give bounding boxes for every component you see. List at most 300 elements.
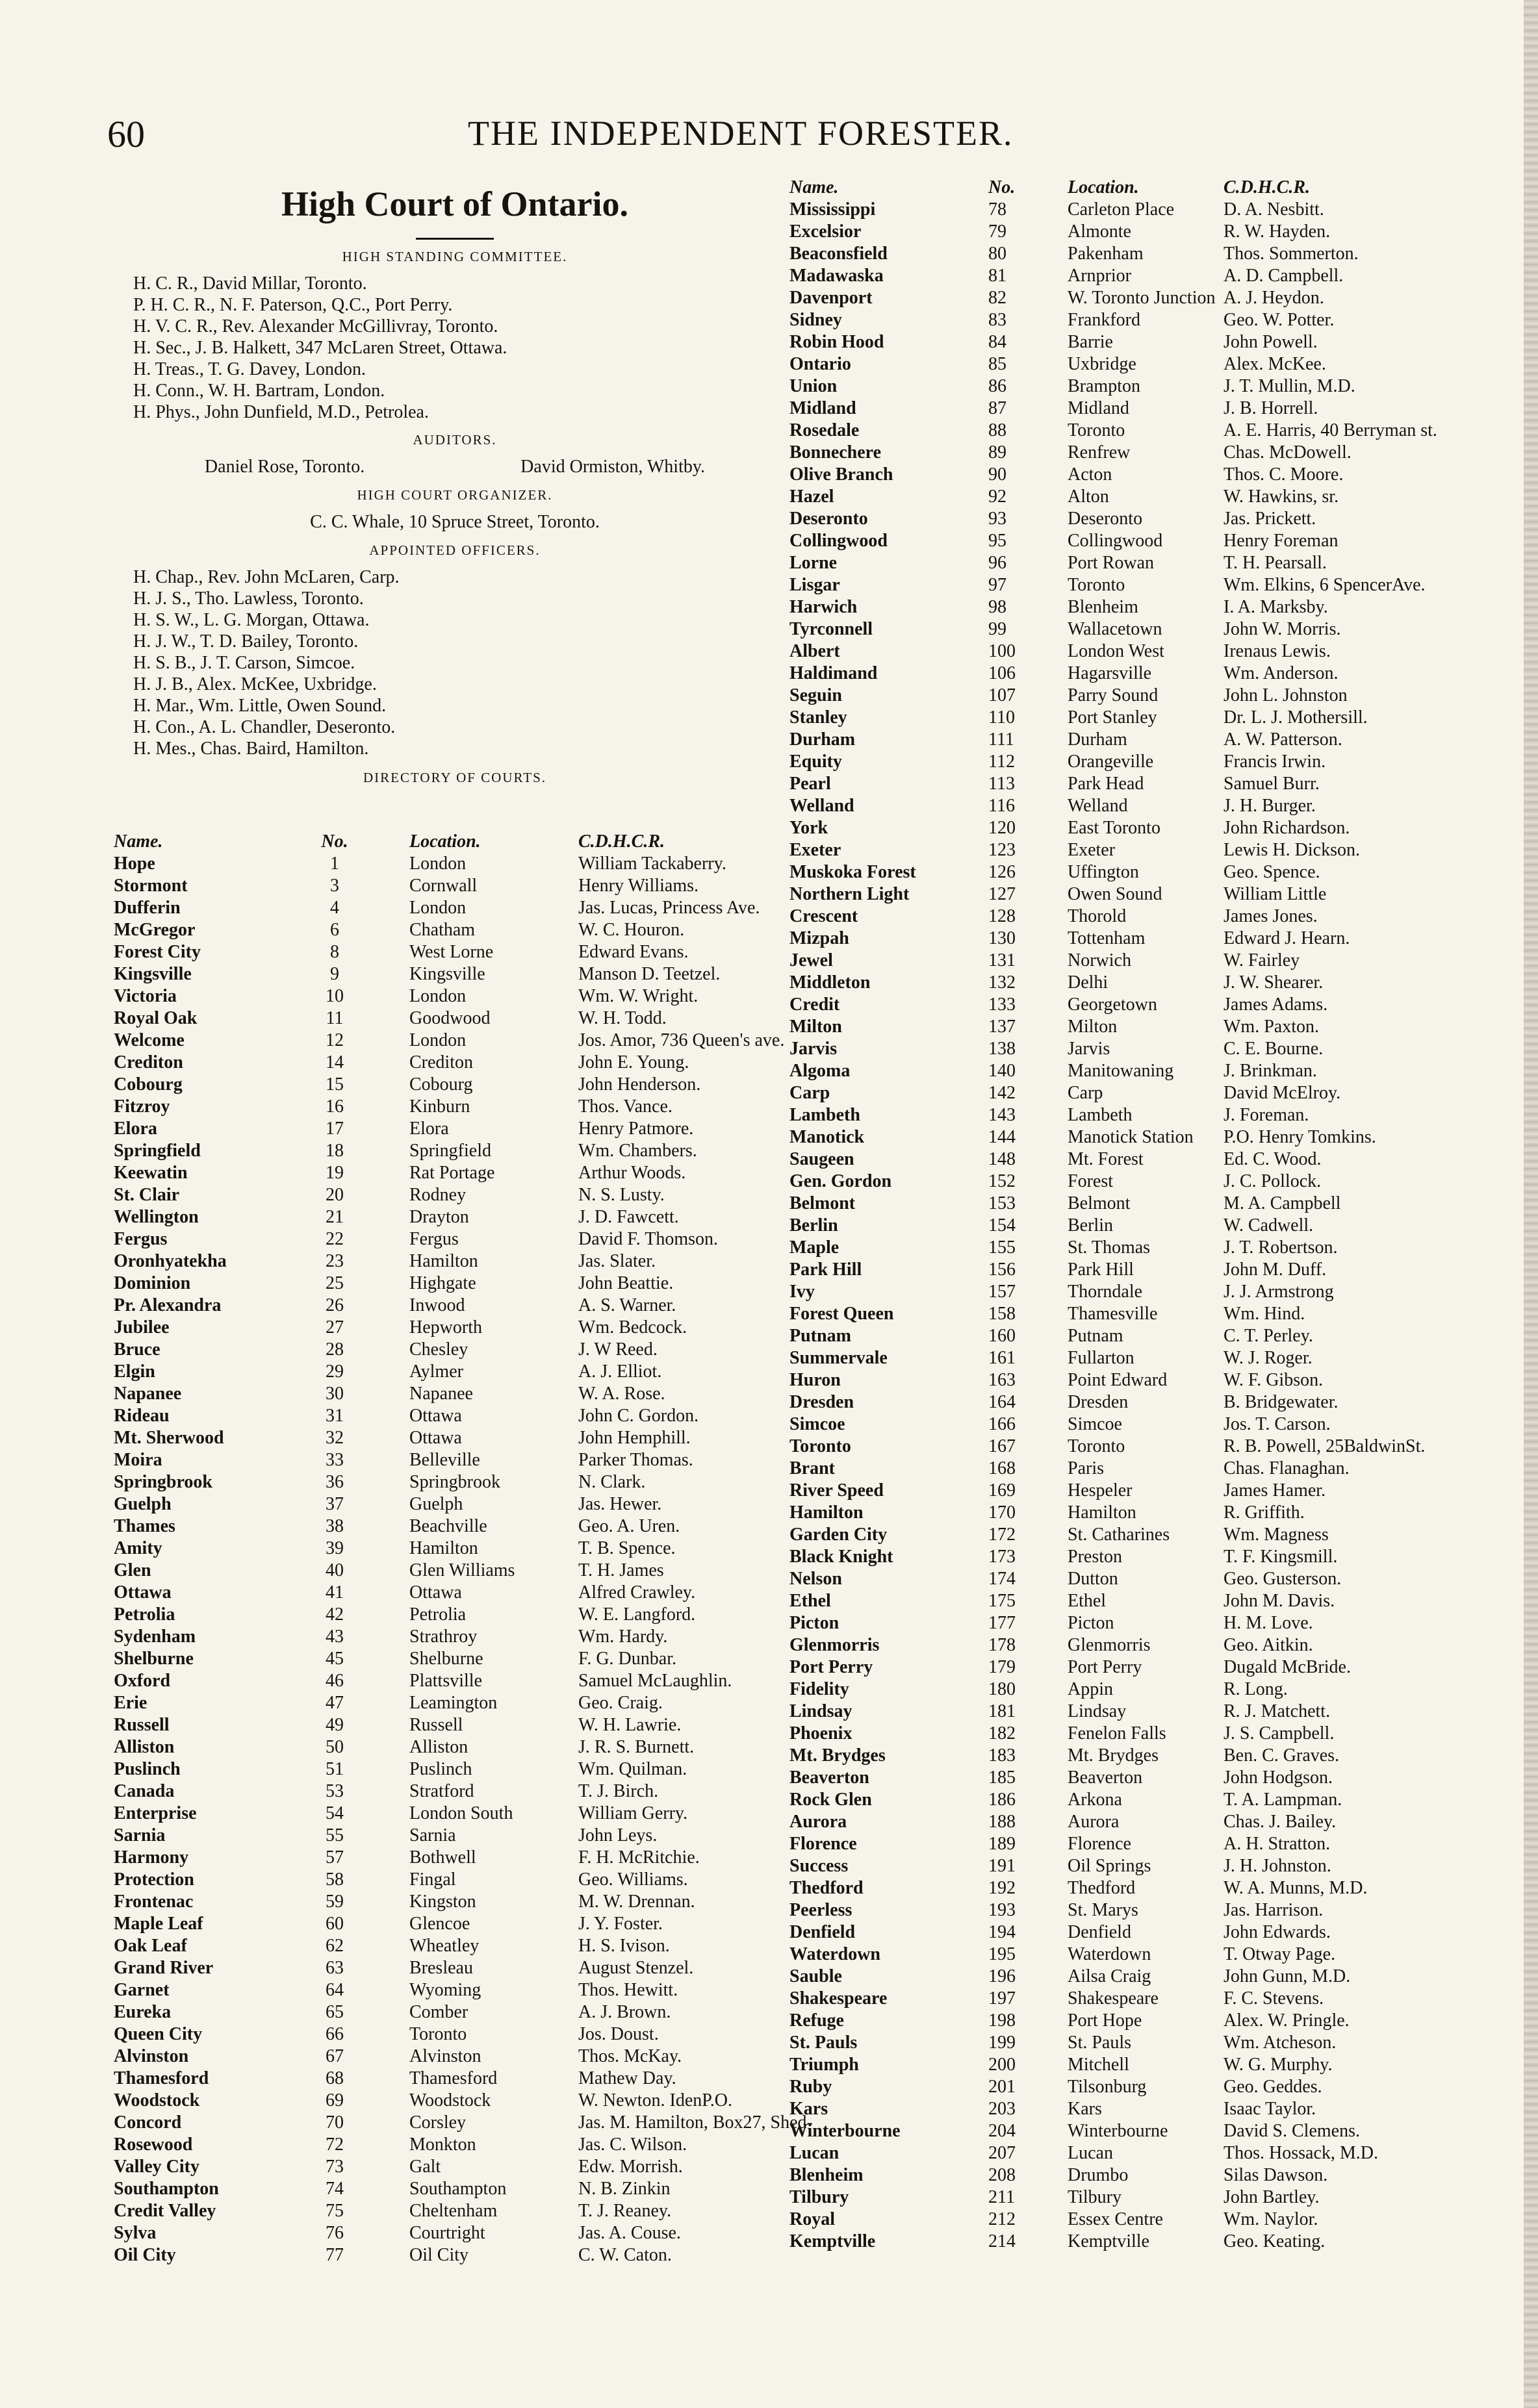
- court-chcr: Chas. J. Bailey.: [1224, 1812, 1337, 1832]
- court-chcr: Thos. Sommerton.: [1224, 244, 1359, 264]
- court-location: W. Toronto Junction: [1068, 288, 1216, 308]
- court-chcr: H. M. Love.: [1224, 1613, 1313, 1633]
- table-row: [114, 2134, 793, 2156]
- court-location: Wallacetown: [1068, 619, 1162, 639]
- court-chcr: J. B. Horrell.: [1224, 398, 1318, 418]
- court-name: Frontenac: [114, 1892, 194, 1912]
- court-location: Hepworth: [409, 1317, 482, 1337]
- table-row: [114, 2156, 793, 2178]
- court-chcr: W. E. Langford.: [578, 1604, 696, 1625]
- court-name: York: [789, 818, 828, 838]
- court-name: Forest Queen: [789, 1304, 894, 1324]
- court-number: 9: [330, 964, 339, 984]
- court-name: Mississippi: [789, 199, 876, 220]
- court-location: Courtright: [409, 2223, 485, 2243]
- court-chcr: James Jones.: [1224, 906, 1318, 926]
- court-chcr: T. Otway Page.: [1224, 1944, 1336, 1964]
- appointed-officer: H. J. B., Alex. McKee, Uxbridge.: [133, 674, 377, 695]
- court-number: 107: [988, 685, 1016, 705]
- court-chcr: Alex. W. Pringle.: [1224, 2010, 1350, 2031]
- court-number: 133: [988, 995, 1016, 1015]
- table-row: [789, 1899, 1451, 1921]
- court-location: Cobourg: [409, 1074, 473, 1095]
- court-location: Chesley: [409, 1339, 468, 1360]
- table-row: [789, 729, 1451, 751]
- court-name: River Speed: [789, 1480, 884, 1501]
- table-row: [789, 1082, 1451, 1104]
- court-location: Blenheim: [1068, 597, 1138, 617]
- court-number: 208: [988, 2165, 1016, 2185]
- table-row: [114, 1538, 793, 1560]
- court-chcr: Dr. L. J. Mothersill.: [1224, 707, 1368, 728]
- table-row: [789, 707, 1451, 729]
- court-number: 131: [988, 950, 1016, 970]
- court-name: Beaconsfield: [789, 244, 888, 264]
- court-chcr: T. J. Reaney.: [578, 2201, 672, 2221]
- court-location: Welland: [1068, 796, 1128, 816]
- table-row: [789, 1148, 1451, 1171]
- court-location: Bothwell: [409, 1847, 476, 1868]
- court-location: Port Rowan: [1068, 553, 1154, 573]
- court-chcr: M. A. Campbell: [1224, 1193, 1341, 1213]
- court-chcr: Wm. Elkins, 6 SpencerAve.: [1224, 575, 1426, 595]
- court-number: 138: [988, 1039, 1016, 1059]
- table-row: [789, 1193, 1451, 1215]
- court-number: 30: [326, 1384, 344, 1404]
- table-row: [789, 2032, 1451, 2054]
- court-number: 195: [988, 1944, 1016, 1964]
- court-location: Shelburne: [409, 1649, 483, 1669]
- organizer-line: C. C. Whale, 10 Spruce Street, Toronto.: [310, 512, 600, 533]
- table-row: [789, 1480, 1451, 1502]
- table-row: [114, 1074, 793, 1096]
- court-name: Hope: [114, 854, 155, 874]
- court-location: Wheatley: [409, 1936, 480, 1956]
- court-name: Oak Leaf: [114, 1936, 187, 1956]
- court-chcr: John W. Morris.: [1224, 619, 1341, 639]
- court-chcr: Samuel Burr.: [1224, 774, 1320, 794]
- table-row: [114, 1891, 793, 1913]
- court-number: 20: [326, 1185, 344, 1205]
- auditor-1: Daniel Rose, Toronto.: [204, 457, 365, 477]
- court-chcr: W. A. Rose.: [578, 1384, 665, 1404]
- court-location: Florence: [1068, 1834, 1131, 1854]
- court-chcr: J. W. Shearer.: [1224, 972, 1324, 993]
- court-location: London: [409, 854, 467, 874]
- table-row: [114, 1361, 793, 1383]
- court-location: Fergus: [409, 1229, 459, 1249]
- court-number: 3: [330, 876, 339, 896]
- court-chcr: Francis Irwin.: [1224, 752, 1326, 772]
- court-name: Gen. Gordon: [789, 1171, 892, 1191]
- court-chcr: Manson D. Teetzel.: [578, 964, 721, 984]
- court-name: Forest City: [114, 942, 201, 962]
- court-location: Picton: [1068, 1613, 1114, 1633]
- court-chcr: Dugald McBride.: [1224, 1657, 1351, 1677]
- court-chcr: James Hamer.: [1224, 1480, 1326, 1501]
- court-location: Midland: [1068, 398, 1129, 418]
- table-row: [789, 1436, 1451, 1458]
- table-row: [789, 1060, 1451, 1082]
- court-name: Triumph: [789, 2055, 859, 2075]
- table-row: [114, 1250, 793, 1273]
- court-location: Essex Centre: [1068, 2209, 1163, 2229]
- table-row: [114, 1295, 793, 1317]
- committee-member: H. Treas., T. G. Davey, London.: [133, 359, 366, 380]
- table-row: [114, 919, 793, 941]
- table-row: [114, 1714, 793, 1736]
- court-number: 55: [326, 1825, 344, 1845]
- committee-member: H. C. R., David Millar, Toronto.: [133, 273, 367, 294]
- court-name: Mt. Brydges: [789, 1745, 886, 1766]
- court-number: 98: [988, 597, 1006, 617]
- court-number: 154: [988, 1215, 1016, 1236]
- court-name: Alliston: [114, 1737, 175, 1757]
- court-name: Deseronto: [789, 509, 868, 529]
- court-chcr: C. W. Caton.: [578, 2245, 672, 2265]
- court-name: Cobourg: [114, 1074, 183, 1095]
- court-name: Hamilton: [789, 1502, 864, 1523]
- court-name: Brant: [789, 1458, 835, 1478]
- table-row: [789, 1988, 1451, 2010]
- table-row: [114, 2112, 813, 2134]
- table-row: [789, 309, 1451, 331]
- court-location: Belmont: [1068, 1193, 1131, 1213]
- court-name: Kemptville: [789, 2231, 876, 2251]
- court-number: 158: [988, 1304, 1016, 1324]
- table-row: [789, 663, 1451, 685]
- standing-committee-list: [127, 273, 783, 423]
- court-number: 123: [988, 840, 1016, 860]
- court-location: Guelph: [409, 1494, 463, 1514]
- court-name: Royal Oak: [114, 1008, 198, 1028]
- court-chcr: D. A. Nesbitt.: [1224, 199, 1324, 220]
- court-chcr: Jas. Slater.: [578, 1251, 656, 1271]
- court-number: 97: [988, 575, 1006, 595]
- court-chcr: Jos. Doust.: [578, 2024, 659, 2044]
- court-name: Royal: [789, 2209, 835, 2229]
- court-number: 77: [326, 2245, 344, 2265]
- court-location: St. Marys: [1068, 1900, 1138, 1920]
- court-name: Saugeen: [789, 1149, 854, 1169]
- court-name: Stanley: [789, 707, 847, 728]
- court-location: Manotick Station: [1068, 1127, 1194, 1147]
- court-number: 15: [326, 1074, 344, 1095]
- table-row: [789, 1038, 1451, 1060]
- court-chcr: R. J. Matchett.: [1224, 1701, 1331, 1721]
- court-number: 168: [988, 1458, 1016, 1478]
- court-location: Ottawa: [409, 1406, 462, 1426]
- court-chcr: Geo. Williams.: [578, 1869, 688, 1890]
- court-name: McGregor: [114, 920, 196, 940]
- court-number: 189: [988, 1834, 1016, 1854]
- court-number: 81: [988, 266, 1006, 286]
- court-number: 160: [988, 1326, 1016, 1346]
- court-name: Concord: [114, 2112, 182, 2133]
- table-row: [114, 1935, 793, 1957]
- court-name: Fidelity: [789, 1679, 849, 1699]
- table-row: [114, 1383, 793, 1405]
- table-row: [789, 574, 1451, 596]
- court-name: Sylva: [114, 2223, 157, 2243]
- court-name: Napanee: [114, 1384, 182, 1404]
- court-number: 167: [988, 1436, 1016, 1456]
- court-number: 106: [988, 663, 1016, 683]
- court-name: Dresden: [789, 1392, 854, 1412]
- court-location: Thedford: [1068, 1878, 1136, 1898]
- table-row: [114, 2200, 793, 2222]
- court-number: 38: [326, 1516, 344, 1536]
- court-chcr: Jas. A. Couse.: [578, 2223, 681, 2243]
- court-chcr: F. C. Stevens.: [1224, 1988, 1324, 2009]
- court-number: 59: [326, 1892, 344, 1912]
- court-chcr: Ben. C. Graves.: [1224, 1745, 1340, 1766]
- court-name: Queen City: [114, 2024, 203, 2044]
- table-row: [789, 1590, 1451, 1612]
- court-location: Wyoming: [409, 1980, 481, 2000]
- court-chcr: J. W Reed.: [578, 1339, 658, 1360]
- court-number: 28: [326, 1339, 344, 1360]
- court-location: Strathroy: [409, 1627, 478, 1647]
- court-name: Erie: [114, 1693, 147, 1713]
- court-name: Madawaska: [789, 266, 884, 286]
- court-name: Peerless: [789, 1900, 852, 1920]
- court-chcr: John Hemphill.: [578, 1428, 691, 1448]
- court-name: Woodstock: [114, 2090, 200, 2110]
- court-name: Keewatin: [114, 1163, 188, 1183]
- table-row: [114, 963, 793, 985]
- court-chcr: Thos. Vance.: [578, 1096, 673, 1117]
- court-chcr: J. Foreman.: [1224, 1105, 1309, 1125]
- court-chcr: Wm. Chambers.: [578, 1141, 697, 1161]
- court-chcr: John Bartley.: [1224, 2187, 1320, 2207]
- court-location: Beaverton: [1068, 1768, 1143, 1788]
- court-number: 54: [326, 1803, 344, 1823]
- court-number: 31: [326, 1406, 344, 1426]
- court-name: Rock Glen: [789, 1790, 872, 1810]
- court-name: Elora: [114, 1119, 157, 1139]
- court-chcr: N. S. Lusty.: [578, 1185, 665, 1205]
- court-location: Plattsville: [409, 1671, 482, 1691]
- court-name: Middleton: [789, 972, 871, 993]
- court-chcr: Isaac Taylor.: [1224, 2099, 1316, 2119]
- court-number: 6: [330, 920, 339, 940]
- table-row: [789, 464, 1451, 486]
- table-row: [789, 1524, 1451, 1546]
- court-number: 143: [988, 1105, 1016, 1125]
- table-row: [789, 1745, 1451, 1767]
- court-chcr: Jos. T. Carson.: [1224, 1414, 1331, 1434]
- table-row: [789, 972, 1451, 994]
- court-number: 12: [326, 1030, 344, 1050]
- court-number: 8: [330, 942, 339, 962]
- table-row: [789, 486, 1451, 508]
- court-number: 51: [326, 1759, 344, 1779]
- court-location: Springbrook: [409, 1472, 500, 1492]
- court-location: Carleton Place: [1068, 199, 1175, 220]
- table-row: [789, 199, 1451, 221]
- court-name: Nelson: [789, 1569, 842, 1589]
- court-name: Aurora: [789, 1812, 847, 1832]
- court-name: Exeter: [789, 840, 841, 860]
- court-location: Aurora: [1068, 1812, 1120, 1832]
- court-number: 120: [988, 818, 1016, 838]
- court-number: 153: [988, 1193, 1016, 1213]
- court-chcr: F. H. McRitchie.: [578, 1847, 700, 1868]
- court-number: 144: [988, 1127, 1016, 1147]
- court-chcr: August Stenzel.: [578, 1958, 694, 1978]
- court-chcr: T. A. Lampman.: [1224, 1790, 1342, 1810]
- court-name: Jarvis: [789, 1039, 838, 1059]
- court-number: 128: [988, 906, 1016, 926]
- court-chcr: Wm. Naylor.: [1224, 2209, 1318, 2229]
- court-number: 156: [988, 1260, 1016, 1280]
- court-location: Hagarsville: [1068, 663, 1152, 683]
- court-number: 26: [326, 1295, 344, 1315]
- table-row: [114, 1560, 793, 1582]
- court-number: 191: [988, 1856, 1016, 1876]
- appointed-officer: H. Chap., Rev. John McLaren, Carp.: [133, 567, 400, 588]
- court-name: Jewel: [789, 950, 833, 970]
- court-location: Delhi: [1068, 972, 1109, 993]
- court-chcr: W. H. Todd.: [578, 1008, 667, 1028]
- court-location: Arkona: [1068, 1790, 1122, 1810]
- court-location: Southampton: [409, 2179, 507, 2199]
- table-row: [789, 1016, 1451, 1038]
- court-chcr: John Gunn, M.D.: [1224, 1966, 1351, 1986]
- court-location: Brampton: [1068, 376, 1140, 396]
- court-location: Uffington: [1068, 862, 1139, 882]
- table-row: [789, 221, 1451, 243]
- court-name: Fergus: [114, 1229, 168, 1249]
- court-name: Union: [789, 376, 838, 396]
- table-row: [114, 1825, 793, 1847]
- header-name: Name.: [114, 831, 163, 852]
- court-number: 166: [988, 1414, 1016, 1434]
- court-location: Kingsville: [409, 964, 485, 984]
- court-name: Black Knight: [789, 1547, 893, 1567]
- court-location: Manitowaning: [1068, 1061, 1174, 1081]
- court-chcr: Geo. Craig.: [578, 1693, 663, 1713]
- court-name: Puslinch: [114, 1759, 181, 1779]
- court-chcr: Henry Foreman: [1224, 531, 1339, 551]
- appointed-officer: H. Con., A. L. Chandler, Deseronto.: [133, 717, 396, 738]
- court-location: Parry Sound: [1068, 685, 1159, 705]
- court-chcr: J. H. Burger.: [1224, 796, 1316, 816]
- table-row: [114, 1692, 793, 1714]
- court-chcr: Ed. C. Wood.: [1224, 1149, 1322, 1169]
- table-row: [114, 1957, 793, 1979]
- table-row: [114, 1008, 793, 1030]
- court-number: 22: [326, 1229, 344, 1249]
- court-number: 183: [988, 1745, 1016, 1766]
- court-number: 67: [326, 2046, 344, 2066]
- court-chcr: N. Clark.: [578, 1472, 646, 1492]
- table-row: [789, 2142, 1451, 2164]
- table-row: [114, 897, 793, 919]
- court-location: Monkton: [409, 2135, 476, 2155]
- appointed-officers-list: [127, 566, 783, 759]
- court-number: 75: [326, 2201, 344, 2221]
- court-name: Lisgar: [789, 575, 840, 595]
- court-number: 96: [988, 553, 1006, 573]
- court-location: Point Edward: [1068, 1370, 1168, 1390]
- table-row: [114, 1206, 793, 1228]
- court-location: Bresleau: [409, 1958, 473, 1978]
- court-location: London: [409, 1030, 467, 1050]
- court-chcr: Thos. C. Moore.: [1224, 464, 1344, 485]
- header-chcr: C.D.H.C.R.: [1224, 177, 1311, 197]
- court-name: Winterbourne: [789, 2121, 901, 2141]
- court-location: Pakenham: [1068, 244, 1144, 264]
- court-location: Woodstock: [409, 2090, 491, 2110]
- court-location: Almonte: [1068, 222, 1131, 242]
- table-row: [789, 1921, 1451, 1944]
- court-number: 53: [326, 1781, 344, 1801]
- court-chcr: C. E. Bourne.: [1224, 1039, 1324, 1059]
- court-location: Dresden: [1068, 1392, 1129, 1412]
- court-number: 169: [988, 1480, 1016, 1501]
- header-name: Name.: [789, 177, 839, 197]
- table-row: [789, 1546, 1451, 1568]
- court-name: Albert: [789, 641, 840, 661]
- table-row: [789, 596, 1451, 618]
- court-chcr: Chas. Flanaghan.: [1224, 1458, 1350, 1478]
- court-location: Thamesville: [1068, 1304, 1158, 1324]
- court-number: 82: [988, 288, 1006, 308]
- court-location: Simcoe: [1068, 1414, 1122, 1434]
- court-location: Forest: [1068, 1171, 1113, 1191]
- court-number: 68: [326, 2068, 344, 2088]
- court-name: Ottawa: [114, 1582, 172, 1603]
- court-chcr: A. S. Warner.: [578, 1295, 676, 1315]
- court-number: 126: [988, 862, 1016, 882]
- table-row: [789, 442, 1451, 464]
- court-chcr: W. Newton. IdenP.O.: [578, 2090, 732, 2110]
- court-chcr: Chas. McDowell.: [1224, 442, 1352, 463]
- court-chcr: Wm. Atcheson.: [1224, 2033, 1337, 2053]
- table-row: [114, 1648, 793, 1670]
- court-location: Glencoe: [409, 1914, 470, 1934]
- court-location: Kinburn: [409, 1096, 470, 1117]
- court-name: Grand River: [114, 1958, 214, 1978]
- table-header: [789, 177, 1451, 199]
- court-chcr: N. B. Zinkin: [578, 2179, 671, 2199]
- appointed-officer: H. S. B., J. T. Carson, Simcoe.: [133, 653, 355, 674]
- court-name: Elgin: [114, 1362, 155, 1382]
- court-location: Thorndale: [1068, 1282, 1143, 1302]
- court-location: London: [409, 986, 467, 1006]
- table-row: [789, 398, 1451, 420]
- court-chcr: I. A. Marksby.: [1224, 597, 1328, 617]
- court-chcr: R. Griffith.: [1224, 1502, 1305, 1523]
- court-chcr: David F. Thomson.: [578, 1229, 719, 1249]
- table-row: [789, 1701, 1451, 1723]
- court-location: Leamington: [409, 1693, 498, 1713]
- table-row: [789, 1215, 1451, 1237]
- table-row: [789, 243, 1451, 265]
- court-name: Maple Leaf: [114, 1914, 203, 1934]
- court-name: Glen: [114, 1560, 151, 1580]
- table-row: [789, 1369, 1451, 1391]
- court-name: Credit: [789, 995, 840, 1015]
- court-number: 57: [326, 1847, 344, 1868]
- court-chcr: William Gerry.: [578, 1803, 688, 1823]
- table-row: [789, 353, 1451, 375]
- court-chcr: H. S. Ivison.: [578, 1936, 670, 1956]
- court-name: Wellington: [114, 1207, 199, 1227]
- court-chcr: J. Y. Foster.: [578, 1914, 663, 1934]
